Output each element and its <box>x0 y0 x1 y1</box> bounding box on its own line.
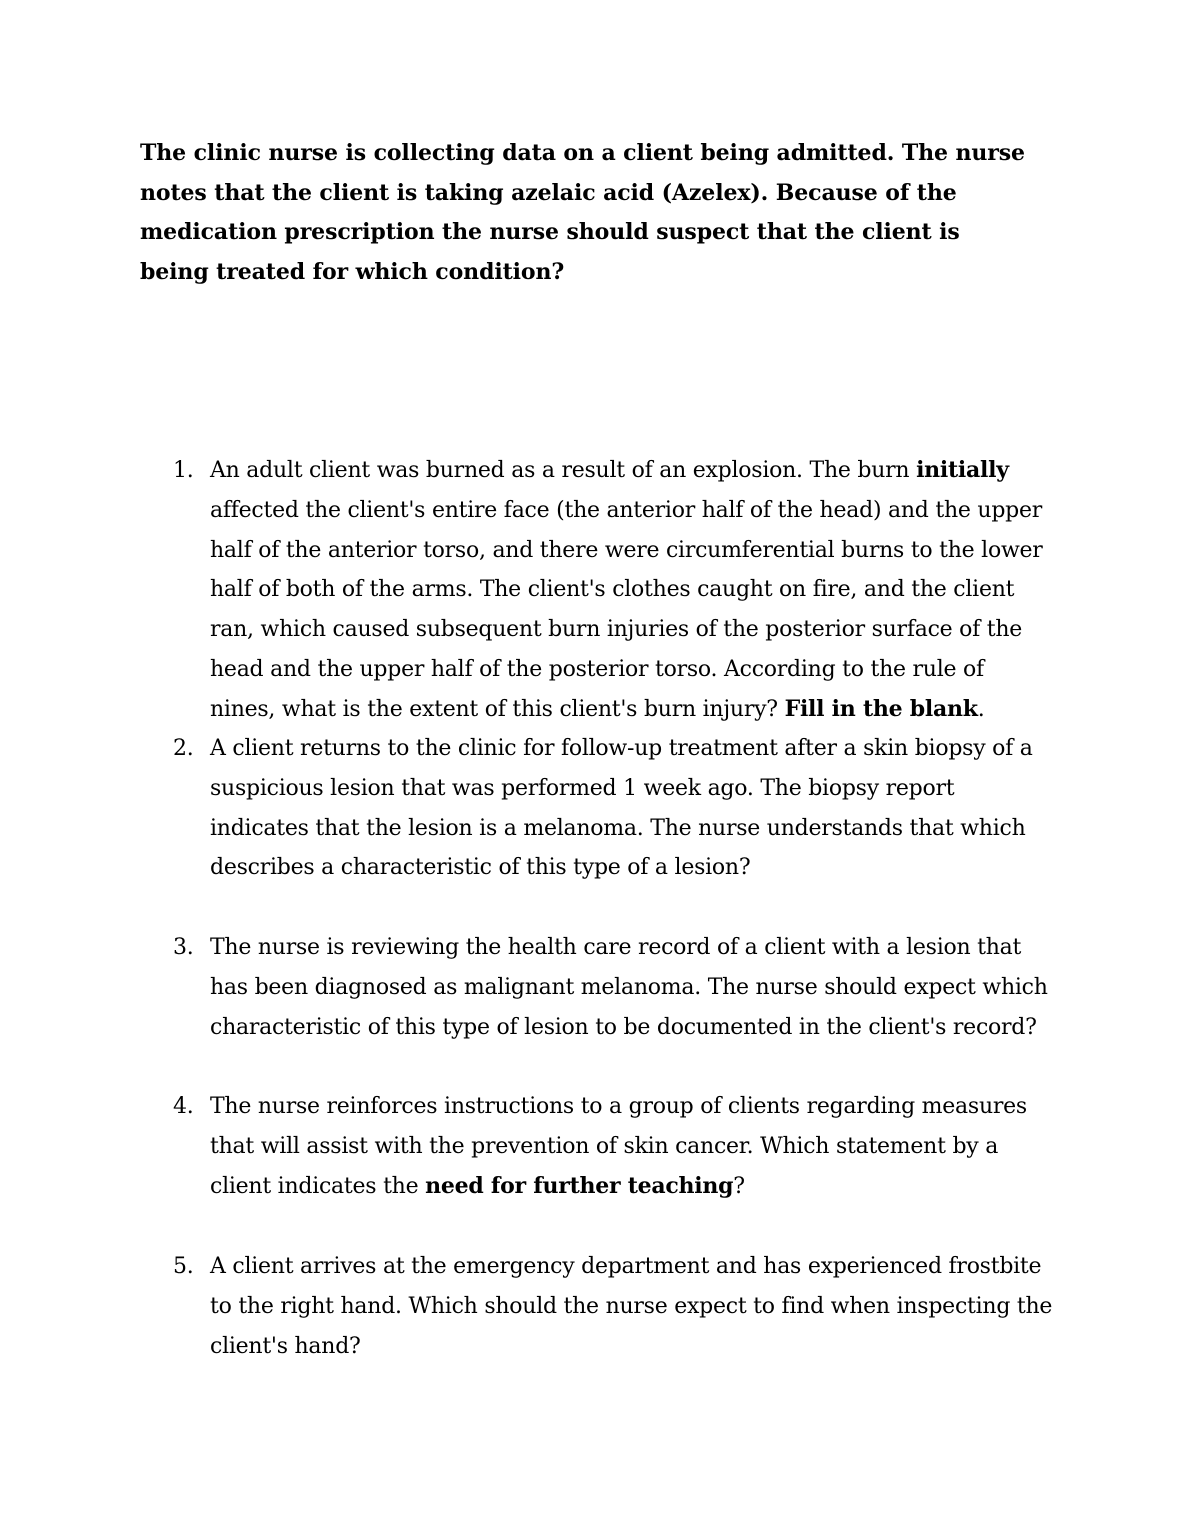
question-emphasis: need for further teaching <box>425 1172 734 1199</box>
intro-question: The clinic nurse is collecting data on a client being admitted. The nurse notes that the client is taking azelaic acid (Azelex). Because of the medication prescription the nurse should suspect that the client is being treated for which condition? <box>140 140 1025 285</box>
question-text: The nurse reinforces instructions to a group of clients regarding measures that will assist with the prevention of skin cancer. Which statement by a client indicates the <box>210 1094 1027 1199</box>
question-item <box>0 451 1055 729</box>
question-text: A client arrives at the emergency department and has experienced frostbite to the right hand. Which should the nurse expect to find when inspecting the client's hand? <box>210 1254 1053 1359</box>
question-text: A client returns to the clinic for follow-up treatment after a skin biopsy of a suspicious lesion that was performed 1 week ago. The biopsy report indicates that the lesion is a melanoma. The nurse understands that which describes a characteristic of this type of a lesion? <box>210 736 1033 881</box>
question-number: 1. <box>173 458 194 483</box>
question-emphasis: Fill in the blank <box>784 695 978 722</box>
question-number: 2. <box>173 736 194 761</box>
question-text: An adult client was burned as a result of an explosion. The burn <box>210 458 917 483</box>
question-text: . <box>977 696 985 722</box>
question-item <box>0 729 1055 928</box>
question-text: ? <box>733 1173 745 1199</box>
question-text: The nurse is reviewing the health care record of a client with a lesion that has been diagnosed as malignant melanoma. The nurse should expect which characteristic of this type of lesion to be documented in the client's record? <box>210 935 1048 1040</box>
question-list <box>0 451 1190 1367</box>
question-text: affected the client's entire face (the anterior half of the head) and the upper half of the anterior torso, and there were circumferential burns to the lower half of both of the arms. The client's clothes caught on fire, and the client ran, which caused subsequent burn injuries of the posterior surface of the head and the upper half of the posterior torso. According to the rule of nines, what is the extent of this client's burn injury? <box>210 497 1043 722</box>
question-item <box>0 1247 1055 1367</box>
question-number: 5. <box>173 1254 194 1279</box>
question-number: 3. <box>173 935 194 960</box>
question-item <box>0 1087 1055 1247</box>
question-item <box>0 928 1055 1087</box>
question-number: 4. <box>173 1094 194 1119</box>
question-emphasis: initially <box>916 457 1009 483</box>
